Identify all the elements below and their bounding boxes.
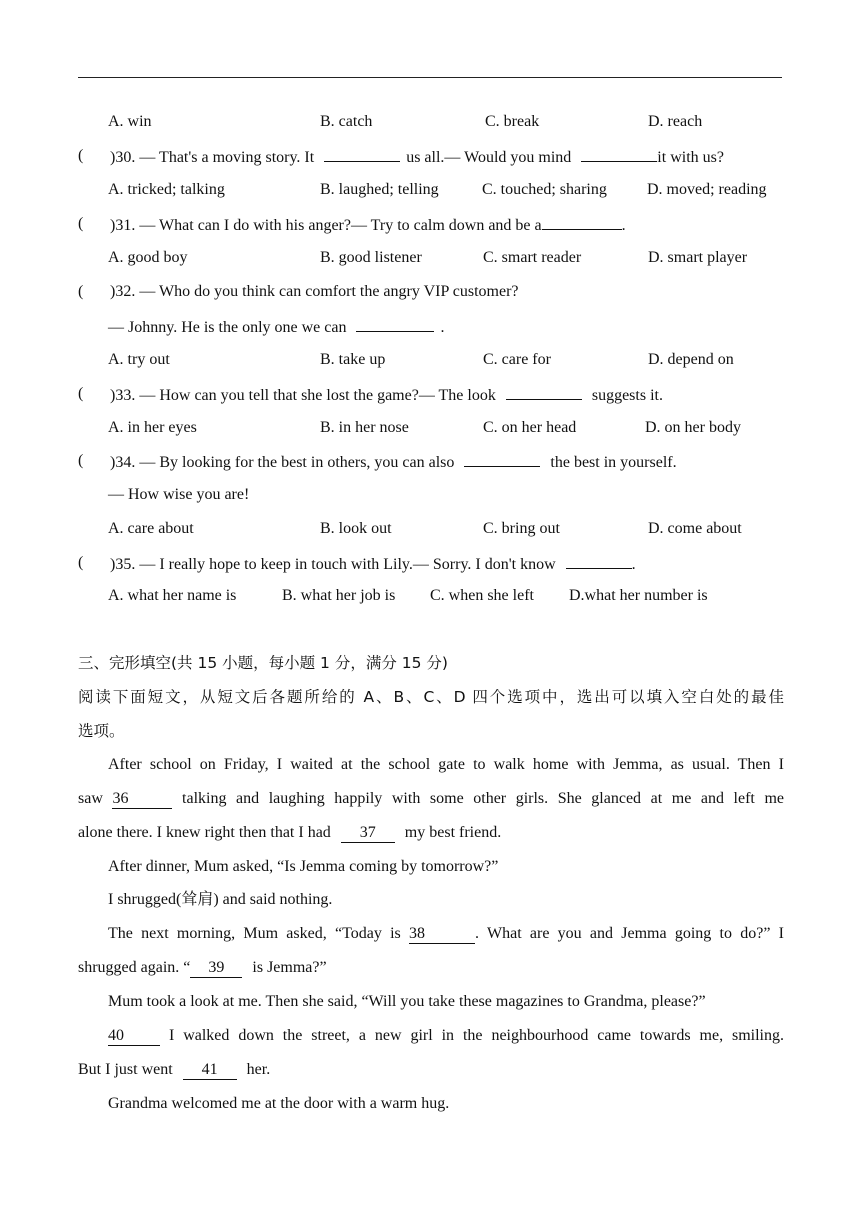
question-number: )32. (110, 283, 136, 300)
option-c: C. smart reader (483, 249, 582, 266)
answer-paren: ( (78, 554, 84, 571)
question-number: )31. (110, 217, 136, 234)
option-b: B. look out (320, 520, 392, 537)
option-b: B. good listener (320, 249, 422, 266)
stem-part: — By looking for the best in others, you can also (139, 454, 455, 471)
question-stem-line2 (108, 316, 444, 338)
option-b: B. what her job is (282, 587, 396, 604)
passage-text: my best friend. (404, 824, 502, 841)
passage-line: Mum took a look at me. Then she said, “Will you take these magazines to Grandma, please?” (108, 993, 706, 1010)
cloze-blank-40[interactable]: 40 (108, 1027, 160, 1046)
answer-paren: ( (78, 283, 84, 300)
passage-line (108, 890, 332, 910)
question-stem-line2: — How wise you are! (108, 486, 250, 503)
cloze-blank-39[interactable]: 39 (190, 959, 242, 978)
section-instruction: 阅读下面短文，从短文后各题所给的 A、B、C、D 四个选项中，选出可以填入空白处的最佳 (78, 688, 784, 706)
option-a: A. what her name is (108, 587, 237, 604)
stem-part: it with us? (657, 149, 724, 166)
option-b: B. in her nose (320, 419, 409, 436)
header-rule (78, 77, 782, 78)
option-d: D. smart player (648, 249, 748, 266)
answer-blank[interactable] (506, 384, 582, 400)
option-c: C. care for (483, 351, 551, 368)
stem-part: — How can you tell that she lost the game?— The look (139, 387, 496, 404)
stem-part: us all.— Would you mind (406, 149, 572, 166)
stem-part: — Johnny. He is the only one we can (108, 319, 347, 336)
option-a: A. try out (108, 351, 170, 368)
answer-blank[interactable] (581, 146, 657, 162)
question-number: )34. (110, 454, 136, 471)
option-d: D. reach (648, 113, 703, 130)
passage-text: The next morning, Mum asked, “Today is (108, 925, 401, 942)
passage-text: . What are you and Jemma going to do?” I (475, 925, 785, 942)
passage-text: saw (78, 790, 103, 807)
passage-text: is Jemma?” (252, 959, 327, 976)
passage-line (108, 1026, 784, 1046)
stem-part: — That's a moving story. It (139, 149, 315, 166)
question-number: )33. (110, 387, 136, 404)
answer-blank[interactable] (566, 553, 632, 569)
option-d: D. moved; reading (647, 181, 767, 198)
stem-part: — What can I do with his anger?— Try to calm down and be a (139, 217, 542, 234)
answer-blank[interactable] (542, 214, 622, 230)
question-stem (110, 451, 677, 473)
option-c: C. when she left (430, 587, 534, 604)
question-stem (110, 282, 519, 302)
passage-text: her. (246, 1061, 271, 1078)
passage-text: talking and laughing happily with some other girls. She glanced at me and left me (182, 790, 785, 807)
passage-line: After dinner, Mum asked, “Is Jemma coming by tomorrow?” (108, 858, 499, 875)
option-a: A. win (108, 113, 152, 130)
section-heading: 三、完形填空(共 15 小题，每小题 1 分，满分 15 分) (78, 654, 448, 672)
option-d: D.what her number is (569, 587, 708, 604)
passage-text: alone there. I knew right then that I had (78, 824, 331, 841)
passage-line: After school on Friday, I waited at the school gate to walk home with Jemma, as usual. Then I (108, 756, 784, 773)
answer-paren: ( (78, 215, 84, 232)
option-d: D. on her body (645, 419, 741, 436)
stem-part: suggests it. (591, 387, 663, 404)
stem-part: . (631, 556, 636, 573)
option-d: D. depend on (648, 351, 734, 368)
question-stem (110, 553, 636, 575)
option-c: C. touched; sharing (482, 181, 607, 198)
section-instruction-cont: 选项。 (78, 722, 125, 740)
option-d: D. come about (648, 520, 742, 537)
answer-blank[interactable] (464, 451, 540, 467)
answer-paren: ( (78, 147, 84, 164)
answer-paren: ( (78, 385, 84, 402)
option-a: A. tricked; talking (108, 181, 225, 198)
option-c: C. bring out (483, 520, 560, 537)
passage-line (78, 958, 327, 978)
option-b: B. catch (320, 113, 373, 130)
passage-line (78, 789, 784, 809)
answer-blank[interactable] (356, 316, 434, 332)
option-b: B. laughed; telling (320, 181, 439, 198)
question-stem (110, 214, 626, 236)
passage-line (78, 1060, 270, 1080)
answer-blank[interactable] (324, 146, 400, 162)
question-stem (110, 146, 724, 168)
option-c: C. on her head (483, 419, 577, 436)
cloze-blank-38[interactable]: 38 (409, 925, 475, 944)
option-b: B. take up (320, 351, 386, 368)
stem-part: the best in yourself. (550, 454, 677, 471)
cloze-blank-37[interactable]: 37 (341, 824, 395, 843)
question-stem (110, 384, 663, 406)
passage-line (108, 924, 784, 944)
stem-part: . (621, 217, 626, 234)
stem-part: — I really hope to keep in touch with Lily.— Sorry. I don't know (139, 556, 556, 573)
passage-text: But I just went (78, 1061, 173, 1078)
option-a: A. good boy (108, 249, 188, 266)
passage-text: I shrugged(耸肩) and said nothing. (108, 891, 333, 908)
passage-line: Grandma welcomed me at the door with a warm hug. (108, 1095, 450, 1112)
stem-part: . (440, 319, 445, 336)
cloze-blank-36[interactable]: 36 (112, 790, 172, 809)
option-c: C. break (485, 113, 540, 130)
passage-text: shrugged again. “ (78, 959, 191, 976)
option-a: A. in her eyes (108, 419, 197, 436)
answer-paren: ( (78, 452, 84, 469)
question-number: )35. (110, 556, 136, 573)
passage-line (78, 823, 501, 843)
cloze-blank-41[interactable]: 41 (183, 1061, 237, 1080)
stem-part: — Who do you think can comfort the angry VIP customer? (139, 283, 519, 300)
option-a: A. care about (108, 520, 194, 537)
passage-text: I walked down the street, a new girl in the neighbourhood came towards me, smiling. (168, 1027, 785, 1044)
question-number: )30. (110, 149, 136, 166)
